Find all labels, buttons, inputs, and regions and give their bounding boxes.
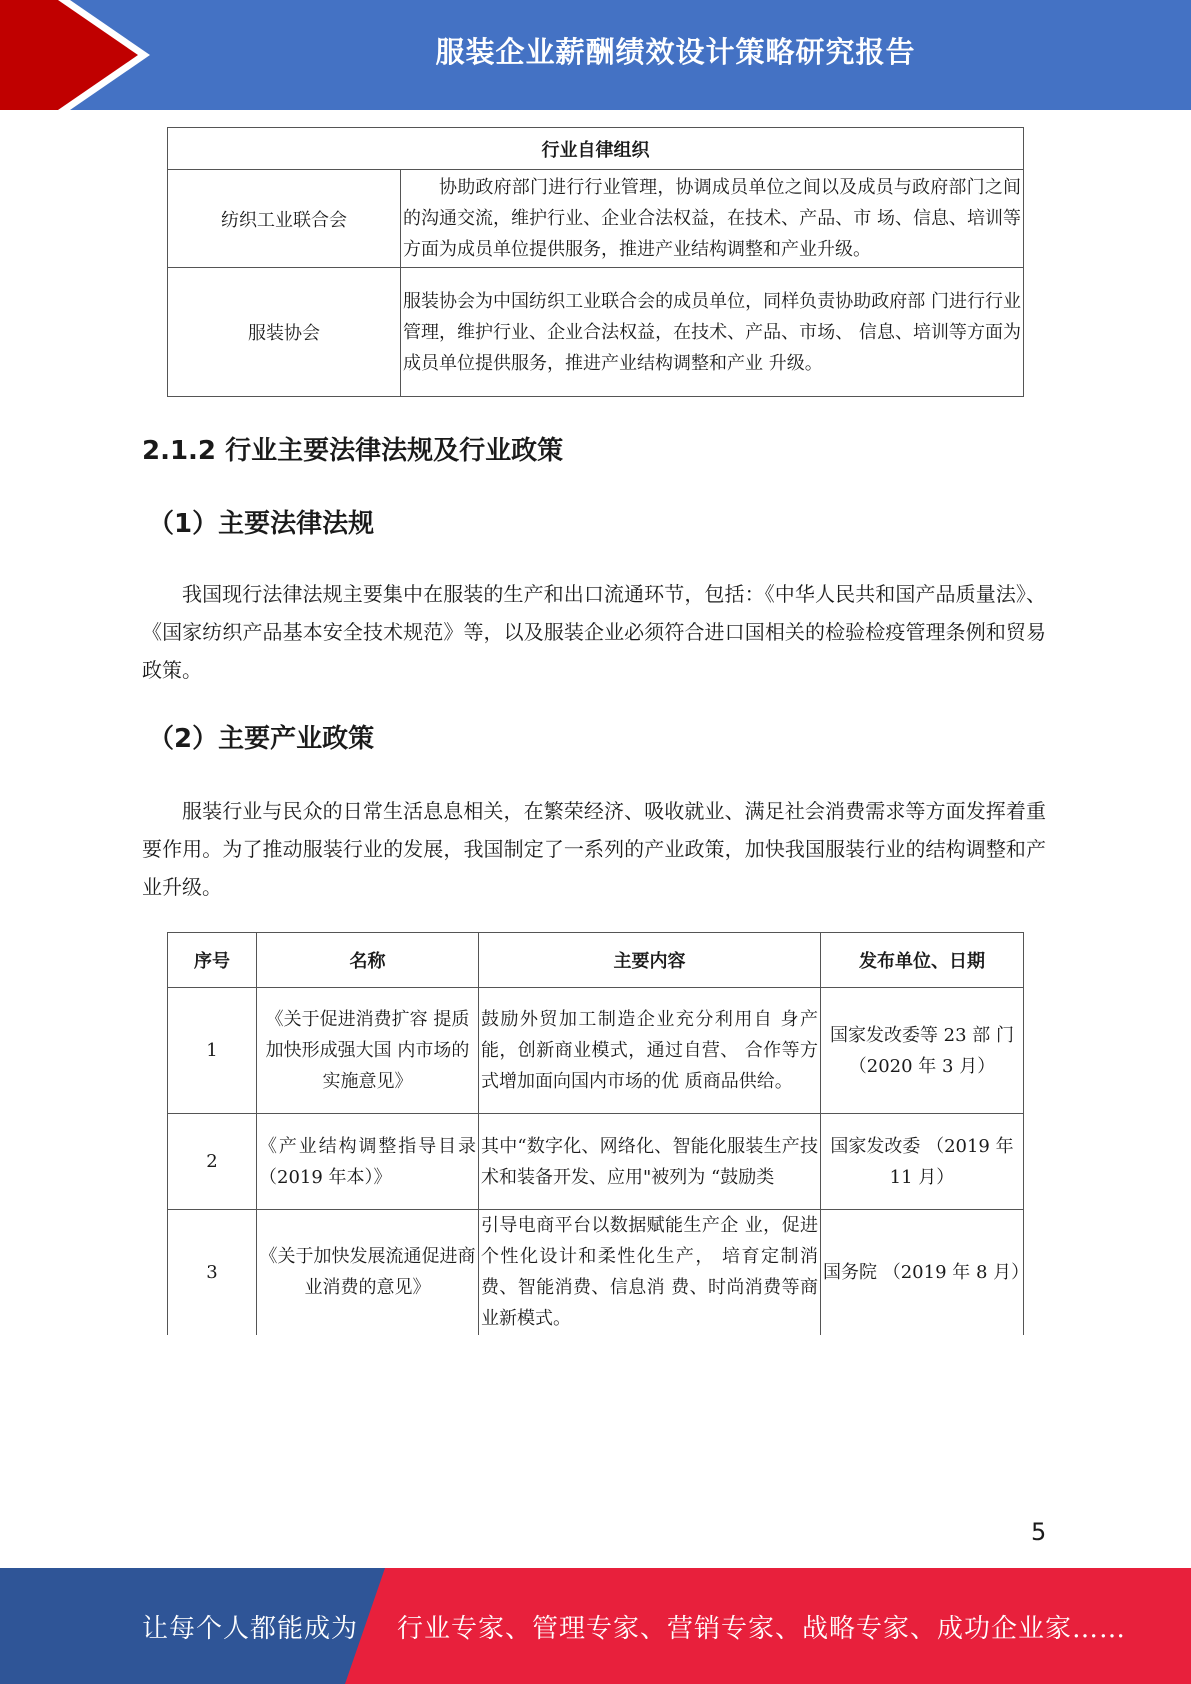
paragraph-laws: 我国现行法律法规主要集中在服装的生产和出口流通环节，包括：《中华人民共和国产品质量法》、《国家纺织产品基本安全技术规范》等，以及服装企业必须符合进口国相关的检验检疫管理条例和贸易政策。: [142, 582, 1046, 682]
col-header-no: 序号: [168, 933, 257, 988]
cell-name: 《产业结构调整指导目录（2019 年本）》: [257, 1114, 479, 1210]
page-number: 5: [1031, 1518, 1047, 1546]
cell-content: 鼓励外贸加工制造企业充分利用自 身产能，创新商业模式，通过自营、 合作等方式增加面向国内市场的优 质商品供给。: [479, 988, 821, 1114]
col-header-name: 名称: [257, 933, 479, 988]
table-row: [168, 1210, 1024, 1335]
page-footer: [0, 1568, 1191, 1684]
org-desc-cell: 服装协会为中国纺织工业联合会的成员单位，同样负责协助政府部 门进行行业管理，维护行业、企业合法权益，在技术、产品、市场、 信息、培训等方面为成员单位提供服务，推进产业结构调整和产业 升级。: [401, 268, 1024, 397]
table-row: [168, 170, 1024, 268]
cell-no: 1: [168, 988, 257, 1114]
cell-name: 《关于促进消费扩容 提质加快形成强大国 内市场的实施意见》: [257, 988, 479, 1114]
footer-slogan-left: 让每个人都能成为: [142, 1613, 359, 1644]
table-row: [168, 988, 1024, 1114]
org-name-cell: 纺织工业联合会: [168, 170, 401, 268]
header-title: 服装企业薪酬绩效设计策略研究报告: [435, 34, 916, 69]
subsection-heading-laws: （1）主要法律法规: [148, 509, 375, 539]
org-table-heading: 行业自律组织: [168, 128, 1024, 170]
cell-content: 其中“数字化、网络化、智能化服装生产技术和装备开发、应用"被列为 “鼓励类: [479, 1114, 821, 1210]
section-heading: 2.1.2 行业主要法律法规及行业政策: [142, 436, 564, 466]
table-row: [168, 1114, 1024, 1210]
col-header-publisher: 发布单位、日期: [821, 933, 1024, 988]
industry-org-table: [167, 127, 1024, 397]
cell-publisher: 国家发改委等 23 部 门（2020 年 3 月）: [821, 988, 1024, 1114]
org-desc-cell: 协助政府部门进行行业管理，协调成员单位之间以及成员与政府部门之间的沟通交流，维护行业、企业合法权益，在技术、产品、市 场、信息、培训等方面为成员单位提供服务，推进产业结构调整和产业升级。: [401, 170, 1024, 268]
cell-publisher: 国家发改委 （2019 年 11 月）: [821, 1114, 1024, 1210]
subsection-heading-policies: （2）主要产业政策: [148, 724, 375, 754]
table-row: [168, 268, 1024, 397]
table-header-row: [168, 933, 1024, 988]
cell-content: 引导电商平台以数据赋能生产企 业，促进个性化设计和柔性化生产， 培育定制消费、智能消费、信息消 费、时尚消费等商业新模式。: [479, 1210, 821, 1335]
cell-no: 3: [168, 1210, 257, 1335]
col-header-content: 主要内容: [479, 933, 821, 988]
cell-publisher: 国务院 （2019 年 8 月）: [821, 1210, 1024, 1335]
org-name-cell: 服装协会: [168, 268, 401, 397]
page-header: [0, 0, 1191, 110]
header-arrow-decoration: [0, 0, 160, 110]
paragraph-policies: 服装行业与民众的日常生活息息相关，在繁荣经济、吸收就业、满足社会消费需求等方面发挥着重要作用。为了推动服装行业的发展，我国制定了一系列的产业政策，加快我国服装行业的结构调整和产业升级。: [142, 799, 1046, 899]
policy-table: [167, 932, 1030, 1335]
footer-slogan-right: 行业专家、管理专家、营销专家、战略专家、成功企业家……: [397, 1613, 1127, 1644]
cell-name: 《关于加快发展流通促进商业消费的意见》: [257, 1210, 479, 1335]
cell-no: 2: [168, 1114, 257, 1210]
